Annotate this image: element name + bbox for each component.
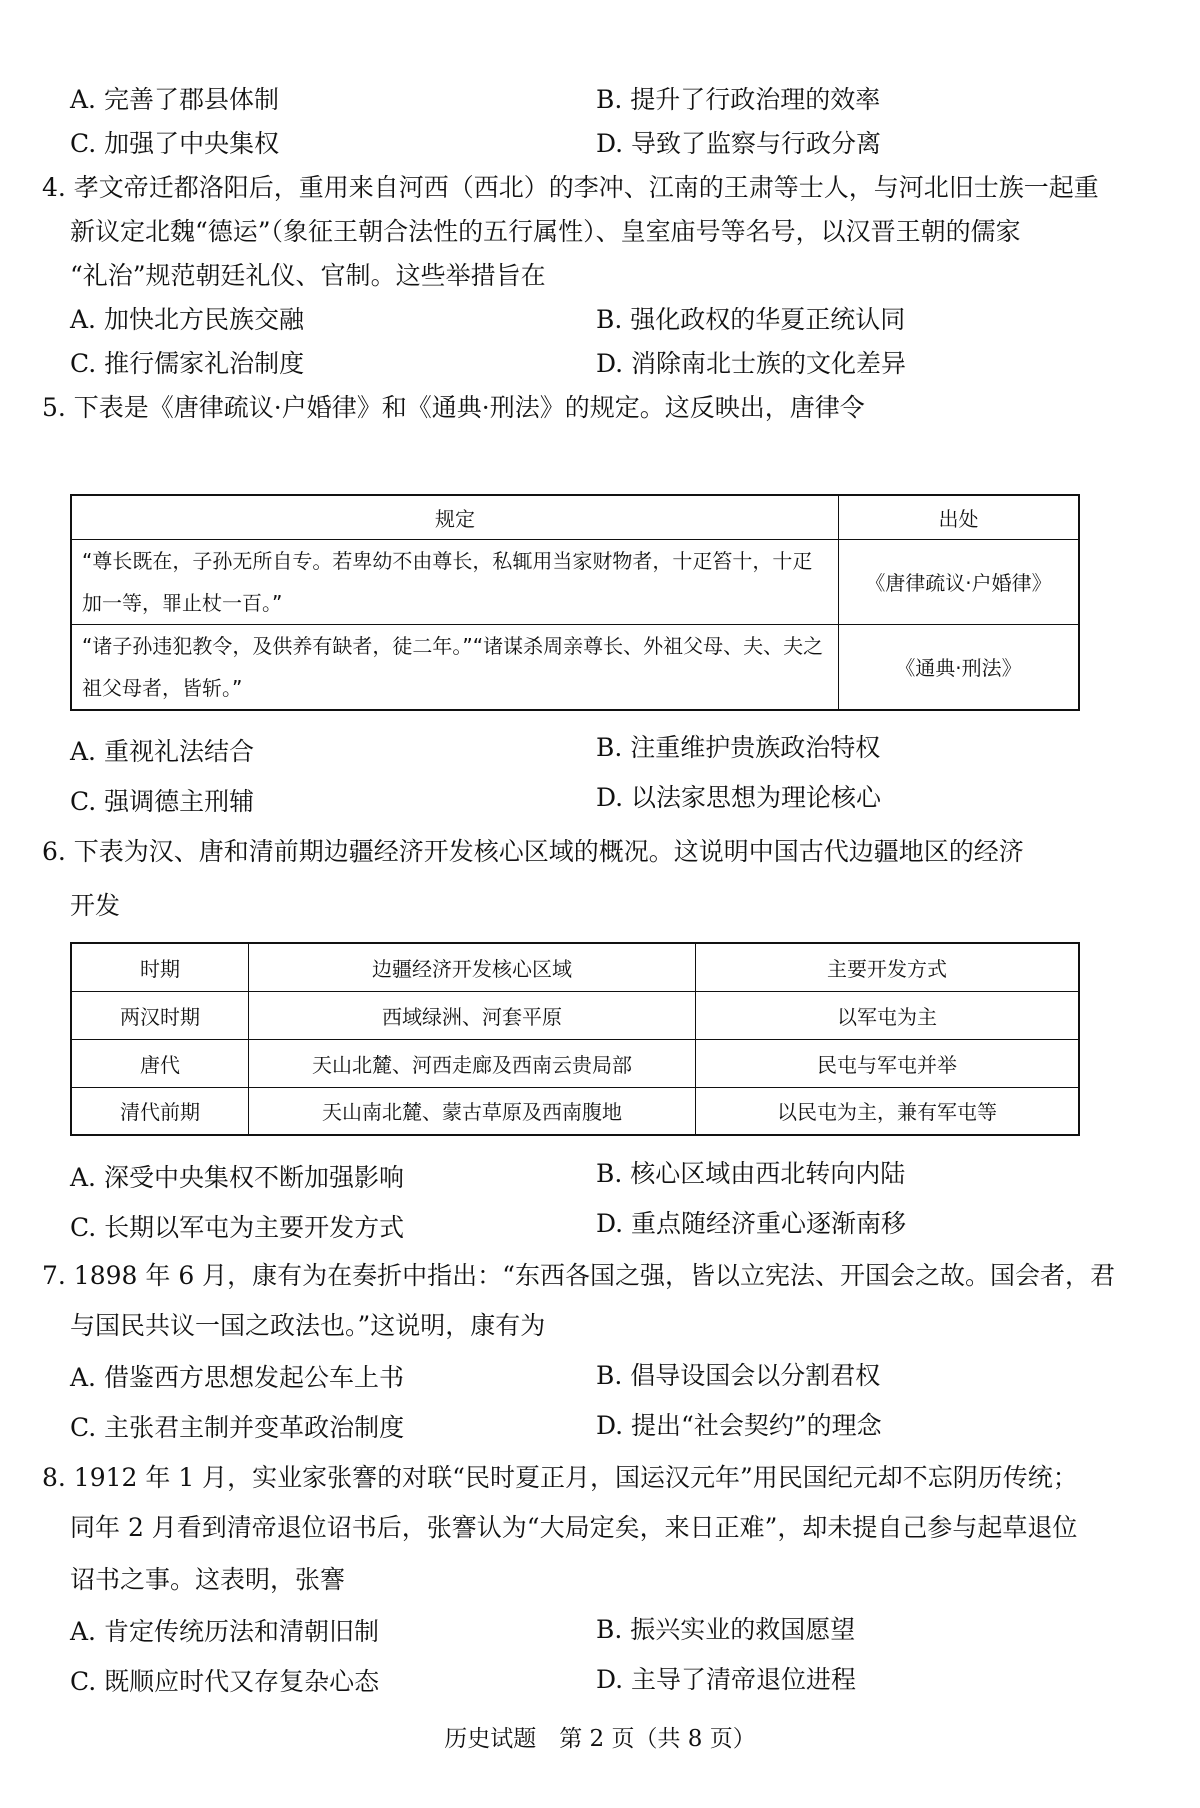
q5-row2-rule: “诸子孙违犯教令，及供养有缺者，徒二年。”“诸谋杀周亲尊长、外祖父母、夫、夫之祖父母者，皆斩。” <box>71 624 839 710</box>
q7-stem-line-1: 7. 1898 年 6 月，康有为在奏折中指出：“东西各国之强，皆以立宪法、开国会之故。国会者，君 <box>42 1261 1115 1290</box>
q4-stem-line-1: 4. 孝文帝迁都洛阳后，重用来自河西（西北）的李冲、江南的王肃等士人，与河北旧士族一起重 <box>42 173 1099 202</box>
table-row <box>71 1039 1079 1087</box>
q6-row2-period: 唐代 <box>71 1039 249 1087</box>
q4-option-c: C. 推行儒家礼治制度 <box>70 349 305 378</box>
q5-option-b: B. 注重维护贵族政治特权 <box>596 733 881 762</box>
q6-header-period: 时期 <box>71 943 249 991</box>
q5-option-c: C. 强调德主刑辅 <box>70 787 255 816</box>
q8-option-d: D. 主导了清帝退位进程 <box>596 1665 857 1694</box>
q5-header-source: 出处 <box>839 495 1080 539</box>
q3-option-b: B. 提升了行政治理的效率 <box>596 85 881 114</box>
q5-table-header-row <box>71 495 1079 539</box>
q8-stem-line-2: 同年 2 月看到清帝退位诏书后，张謇认为“大局定矣，来日正难”，却未提自己参与起草退位 <box>70 1513 1078 1542</box>
q8-option-a: A. 肯定传统历法和清朝旧制 <box>70 1617 379 1646</box>
q4-option-a: A. 加快北方民族交融 <box>70 305 304 334</box>
table-row <box>71 991 1079 1039</box>
q4-option-b: B. 强化政权的华夏正统认同 <box>596 305 906 334</box>
q6-stem-line-2: 开发 <box>70 891 121 920</box>
page-footer: 历史试题 第 2 页（共 8 页） <box>444 1726 756 1752</box>
q6-row2-region: 天山北麓、河西走廊及西南云贵局部 <box>249 1039 696 1087</box>
q4-stem-line-2: 新议定北魏“德运”（象征王朝合法性的五行属性）、皇室庙号等名号，以汉晋王朝的儒家 <box>70 217 1021 246</box>
q4-option-d: D. 消除南北士族的文化差异 <box>596 349 907 378</box>
q6-option-b: B. 核心区域由西北转向内陆 <box>596 1159 906 1188</box>
q6-header-method: 主要开发方式 <box>696 943 1080 991</box>
q6-table <box>70 942 1080 1136</box>
q5-option-d: D. 以法家思想为理论核心 <box>596 783 882 812</box>
q5-row2-source: 《通典·刑法》 <box>839 624 1080 710</box>
q7-option-d: D. 提出“社会契约”的理念 <box>596 1411 882 1440</box>
table-row <box>71 539 1079 624</box>
q6-option-c: C. 长期以军屯为主要开发方式 <box>70 1213 405 1242</box>
q6-row1-period: 两汉时期 <box>71 991 249 1039</box>
q3-option-a: A. 完善了郡县体制 <box>70 85 279 114</box>
q4-stem-line-3: “礼治”规范朝廷礼仪、官制。这些举措旨在 <box>70 261 546 290</box>
q7-option-a: A. 借鉴西方思想发起公车上书 <box>70 1363 404 1392</box>
q6-row1-region: 西域绿洲、河套平原 <box>249 991 696 1039</box>
q6-option-a: A. 深受中央集权不断加强影响 <box>70 1163 404 1192</box>
q6-row2-method: 民屯与军屯并举 <box>696 1039 1080 1087</box>
table-row <box>71 624 1079 710</box>
q6-header-region: 边疆经济开发核心区域 <box>249 943 696 991</box>
q3-option-d: D. 导致了监察与行政分离 <box>596 129 882 158</box>
q8-stem-line-1: 8. 1912 年 1 月，实业家张謇的对联“民时夏正月，国运汉元年”用民国纪元却不忘阴历传统； <box>42 1463 1078 1492</box>
q8-option-b: B. 振兴实业的救国愿望 <box>596 1615 856 1644</box>
q7-stem-line-2: 与国民共议一国之政法也。”这说明，康有为 <box>70 1311 546 1340</box>
q5-header-rule: 规定 <box>71 495 839 539</box>
q6-row1-method: 以军屯为主 <box>696 991 1080 1039</box>
q7-option-b: B. 倡导设国会以分割君权 <box>596 1361 881 1390</box>
q3-option-c: C. 加强了中央集权 <box>70 129 280 158</box>
q5-row1-source: 《唐律疏议·户婚律》 <box>839 539 1080 624</box>
q5-option-a: A. 重视礼法结合 <box>70 737 254 766</box>
q8-option-c: C. 既顺应时代又存复杂心态 <box>70 1667 380 1696</box>
q5-table <box>70 494 1080 711</box>
q6-stem-line-1: 6. 下表为汉、唐和清前期边疆经济开发核心区域的概况。这说明中国古代边疆地区的经济 <box>42 837 1024 866</box>
q5-stem: 5. 下表是《唐律疏议·户婚律》和《通典·刑法》的规定。这反映出，唐律令 <box>42 393 865 422</box>
table-row <box>71 1087 1079 1135</box>
q6-row3-method: 以民屯为主，兼有军屯等 <box>696 1087 1080 1135</box>
q6-option-d: D. 重点随经济重心逐渐南移 <box>596 1209 907 1238</box>
q5-row1-rule: “尊长既在，子孙无所自专。若卑幼不由尊长，私辄用当家财物者，十疋笞十，十疋加一等，罪止杖一百。” <box>71 539 839 624</box>
q6-table-header-row <box>71 943 1079 991</box>
q6-row3-period: 清代前期 <box>71 1087 249 1135</box>
q7-option-c: C. 主张君主制并变革政治制度 <box>70 1413 405 1442</box>
q6-row3-region: 天山南北麓、蒙古草原及西南腹地 <box>249 1087 696 1135</box>
q8-stem-line-3: 诏书之事。这表明，张謇 <box>70 1565 346 1594</box>
